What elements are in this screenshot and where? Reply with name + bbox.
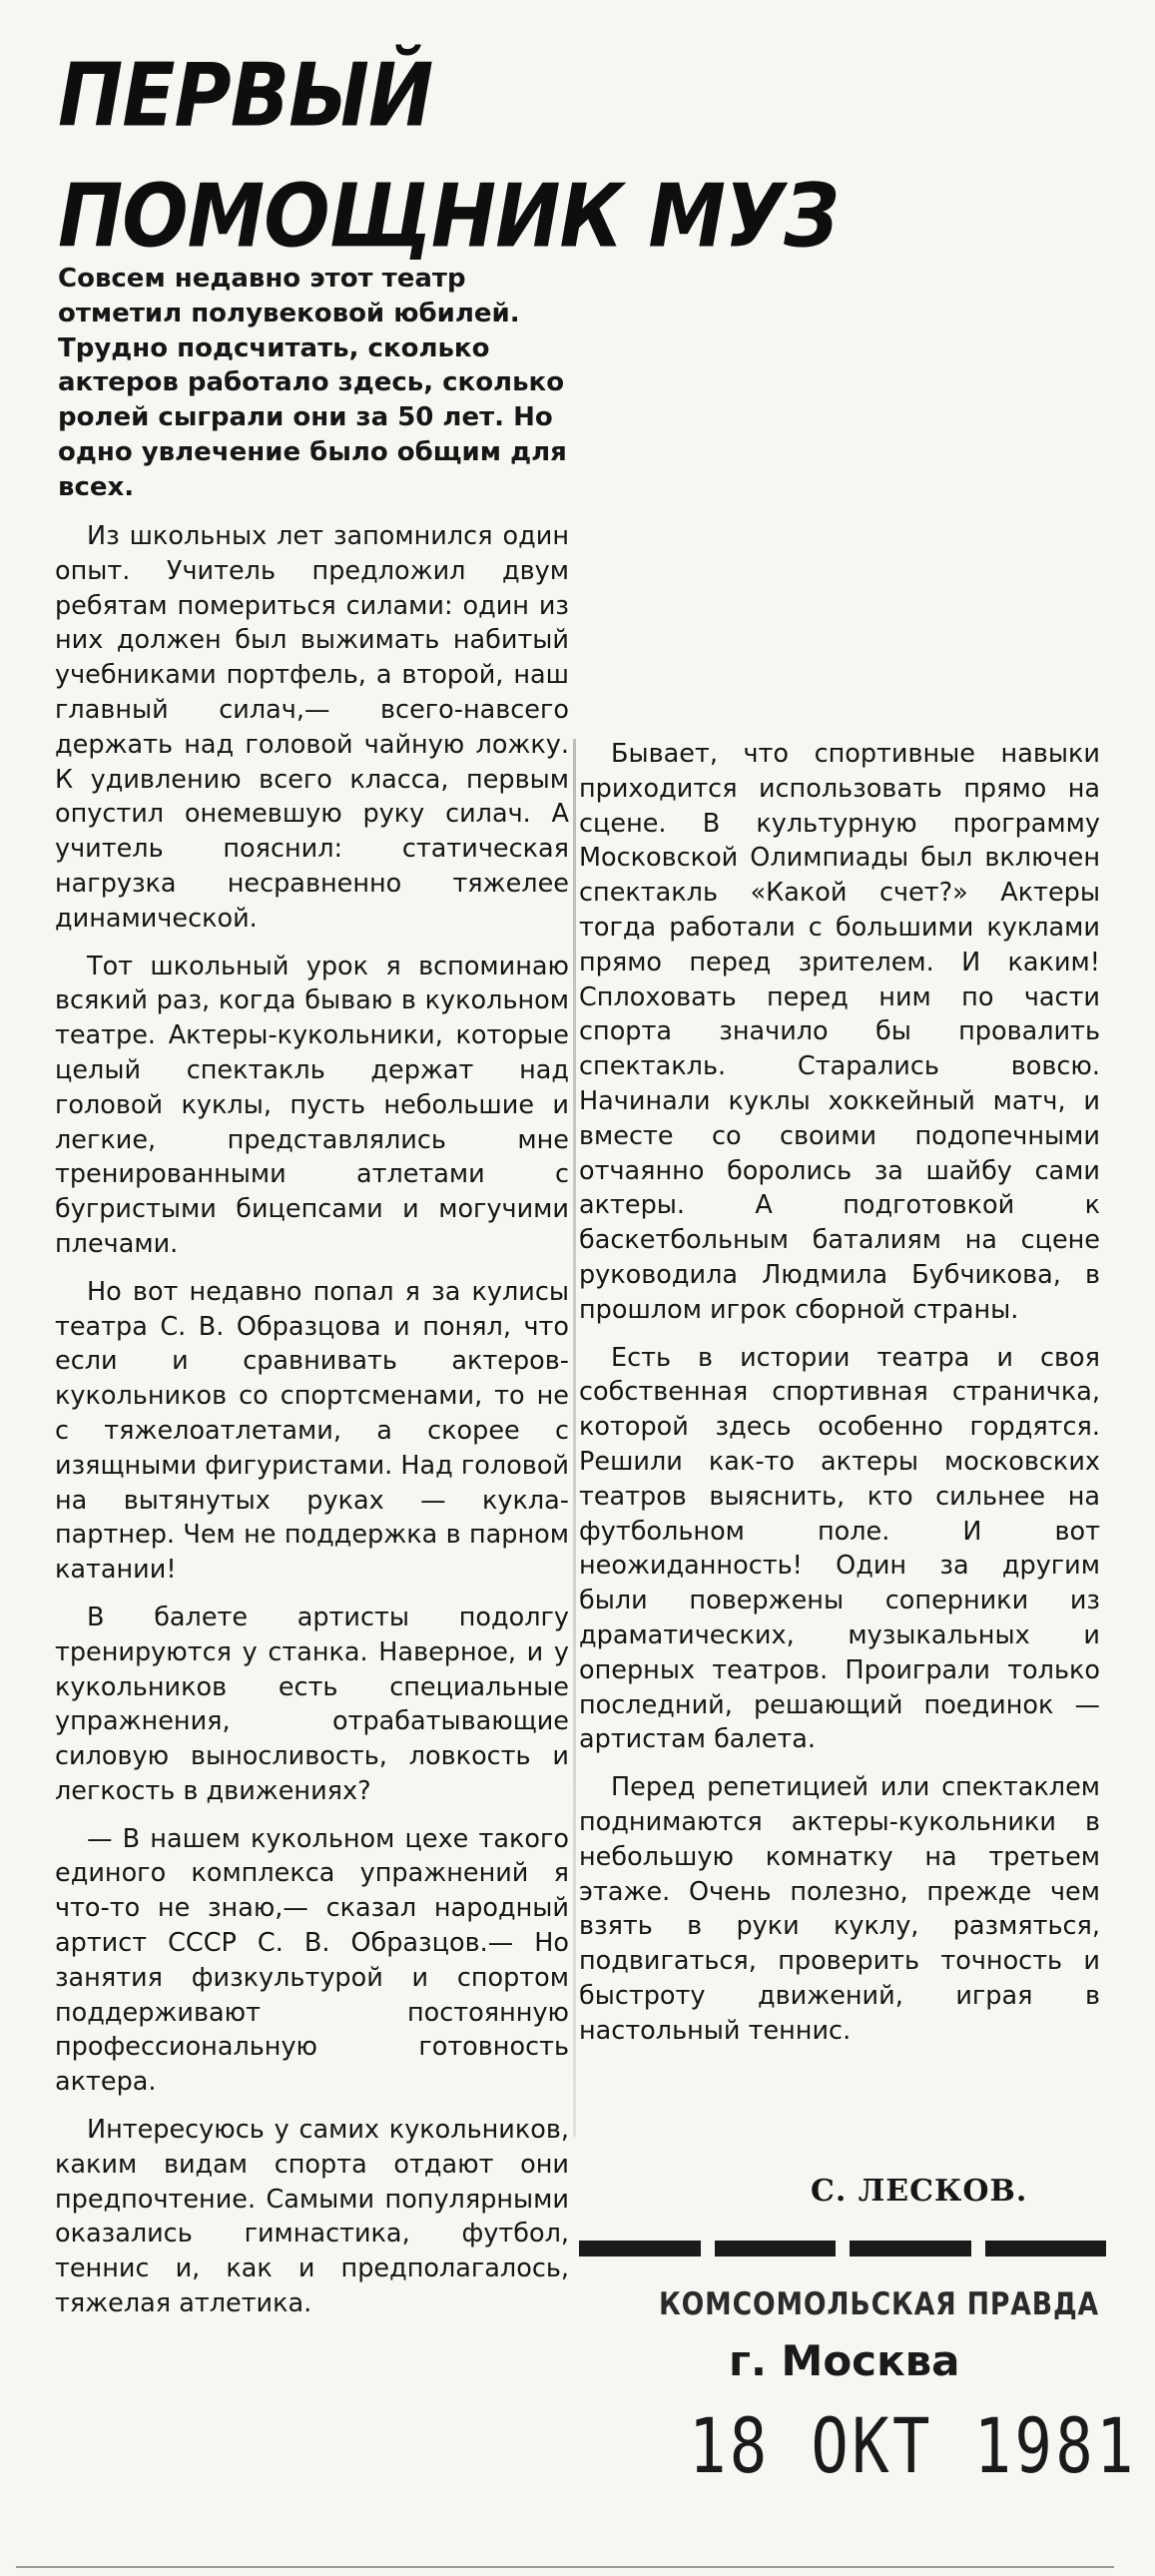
- rule-segment: [579, 2241, 701, 2256]
- paragraph: Тот школьный урок я вспоминаю всякий раз, когда бываю в кукольном театре. Актеры-кукольники, которые целый спектакль держат над головой куклы, пусть небольшие и легкие, представлялись мне тренированными атлетами с бугристыми бицепсами и могучими плечами.: [55, 951, 569, 1259]
- paragraph: Из школьных лет запомнился один опыт. Учитель предложил двум ребятам помериться силами: один из них должен был выжимать набитый учебниками портфель, а второй, наш главный силач,— всего-навсего держать над головой чайную ложку. К удивлению всего класса, первым опустил онемевшую руку силач. А учитель пояснил: статическая нагрузка несравненно тяжелее динамической.: [55, 521, 569, 934]
- author-signature: С. ЛЕСКОВ.: [811, 2174, 1028, 2209]
- paragraph: Интересуюсь у самих кукольников, каким видам спорта отдают они предпочтение. Самыми популярными оказались гимнастика, футбол, теннис и, как и предполагалось, тяжелая атлетика.: [55, 2115, 569, 2319]
- rule-segment: [850, 2241, 971, 2256]
- end-rule: [579, 2241, 1106, 2256]
- paragraph: Бывает, что спортивные навыки приходится использовать прямо на сцене. В культурную программу Московской Олимпиады был включен спектакль «Какой счет?» Актеры тогда работали с большими куклами прямо перед зрителем. И каким! Сплоховать перед ним по части спорта значило бы провалить спектакль. Старались вовсю. Начинали куклы хоккейный матч, и вместе со своими подопечными отчаянно боролись за шайбу сами актеры. А подготовкой к баскетбольным баталиям на сцене руководила Людмила Бубчикова, в прошлом игрок сборной страны.: [579, 739, 1100, 1325]
- headline-line-2: ПОМОЩНИК МУЗ: [58, 167, 839, 268]
- paragraph: Но вот недавно попал я за кулисы театра С. В. Образцова и понял, что если и сравнивать актеров-кукольников со спортсменами, то не с тяжелоатлетами, а скорее с изящными фигуристами. Над головой на вытянутых руках — кукла-партнер. Чем не поддержка в парном катании!: [55, 1276, 569, 1586]
- left-column: [55, 519, 569, 2321]
- lead-paragraph: Совсем недавно этот театр отметил полувековой юбилей. Трудно подсчитать, сколько актеров работало здесь, сколько ролей сыграли они за 50 лет. Но одно увлечение было общим для всех.: [58, 264, 567, 502]
- column-divider: [573, 739, 576, 2137]
- headline: [58, 36, 839, 278]
- stamp-city: г. Москва: [729, 2336, 960, 2385]
- right-column: [579, 737, 1100, 2061]
- paragraph: Есть в истории театра и своя собственная спортивная страничка, которой здесь особенно гордятся. Решили как-то актеры московских театров выяснить, кто сильнее на футбольном поле. И вот неожиданность! Один за другим были повержены соперники из драматических, музыкальных и оперных театров. Проиграли только последний, решающий поединок — артистам балета.: [579, 1342, 1100, 1755]
- headline-line-1: ПЕРВЫЙ: [58, 46, 433, 147]
- rule-segment: [715, 2241, 837, 2256]
- page-bottom-line: [16, 2566, 1114, 2568]
- paragraph: Перед репетицией или спектаклем поднимаются актеры-кукольники в небольшую комнатку на третьем этаже. Очень полезно, прежде чем взять в руки куклу, размяться, подвигаться, проверить точность и быстроту движений, играя в настольный теннис.: [579, 1772, 1100, 2046]
- rule-segment: [985, 2241, 1107, 2256]
- stamp-date: 18 ОКТ 1981: [689, 2401, 1137, 2490]
- paragraph: В балете артисты подолгу тренируются у станка. Наверное, и у кукольников есть специальные упражнения, отрабатывающие силовую выносливость, ловкость и легкость в движениях?: [55, 1602, 569, 1806]
- stamp-source: КОМСОМОЛЬСКАЯ ПРАВДА: [659, 2286, 1100, 2322]
- paragraph: — В нашем кукольном цехе такого единого комплекса упражнений я что-то не знаю,— сказал народный артист СССР С. В. Образцов.— Но занятия физкультурой и спортом поддерживают постоянную профессиональную готовность актера.: [55, 1823, 569, 2098]
